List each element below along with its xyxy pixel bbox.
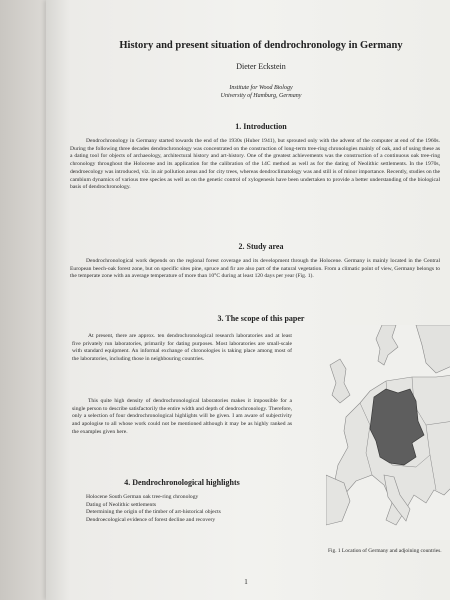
- scope-text-2: [72, 398, 292, 437]
- list-item: Determining the origin of the timber of art-historical objects: [86, 509, 221, 515]
- list-item: Holocene South German oak tree-ring chronology: [86, 494, 199, 500]
- scope-paragraph-1: At present, there are approx. ten dendrochronological research laboratories and at least five privately run laboratories, primarily for dating purposes. Most laboratories are small-scale with standard equipment. An informal exchange of chronologies is taking place among most of the laboratories, including those in neighbouring countries.: [72, 333, 292, 363]
- author-name: Dieter Eckstein: [236, 62, 286, 71]
- affiliation-university: University of Hamburg, Germany: [220, 93, 302, 99]
- affiliation: [86, 84, 436, 100]
- heading-introduction: 1. Introduction: [235, 122, 287, 131]
- paper-title: History and present situation of dendrochronology in Germany: [119, 40, 403, 51]
- figure-caption: Fig. 1 Location of Germany and adjoining countries.: [328, 548, 442, 554]
- highlights-list: [86, 494, 296, 524]
- heading-study-area: 2. Study area: [238, 242, 284, 251]
- heading-highlights: 4. Dendrochronological highlights: [124, 478, 240, 487]
- introduction-paragraph: Dendrochronology in Germany started towards the end of the 1930s (Huber 1941), but sprouted only with the advent of the computer at end of the 1960s. During the following three decades dendrochronology was concentrated on the construction of long-term tree-ring chronologies mainly of oak, and of using these as a dating tool for objects of archaeology, architectural history and art-history. One of the greatest achievements was the construction of a continuous oak tree-ring chronology throughout the Holocene and its application for the calibration of the 14C method as well as for the dating of Neolithic settlements. In the 1970s, dendroecology was introduced, viz. in air pollution areas and for city trees, whereas dendroclimatology was and still is of minor importance. Recently, studies on the cambium dynamics of various tree species as well as on the genetic control of xylogenesis have been undertaken to provide a better understanding of the biological basis of dendrochronology.: [70, 138, 440, 191]
- study-area-paragraph: Dendrochronological work depends on the regional forest coverage and its development through the Holocene. Germany is mainly located in the Central European beech-oak forest zone, but on specific sites pine, spruce and fir are also part of the natural vegetation. From a climatic point of view, Germany belongs to the temperate zone with an average temperature of more than 10°C during at least 120 days per year (Fig. 1).: [70, 258, 440, 280]
- europe-map-figure: [326, 325, 450, 540]
- page-number: 1: [244, 578, 248, 586]
- paper-page: [46, 0, 450, 600]
- study-area-text: [70, 258, 440, 281]
- scope-text-1: [72, 333, 292, 364]
- introduction-text: [70, 138, 440, 192]
- affiliation-institute: Institute for Wood Biology: [229, 85, 293, 91]
- heading-scope: 3. The scope of this paper: [217, 314, 305, 323]
- scope-paragraph-2: This quite high density of dendrochronological laboratories makes it impossible for a single person to describe satisfactorily the entire width and depth of dendrochronology. Therefore, only a selection of four dendrochronological highlights will be given. I am aware of subjectivity and apologise to all whose work could not be mentioned although it may be as highly ranked as the examples given here.: [72, 398, 292, 435]
- list-item: Dendroecological evidence of forest decline and recovery: [86, 516, 216, 523]
- list-item: Dating of Neolithic settlements: [86, 501, 157, 508]
